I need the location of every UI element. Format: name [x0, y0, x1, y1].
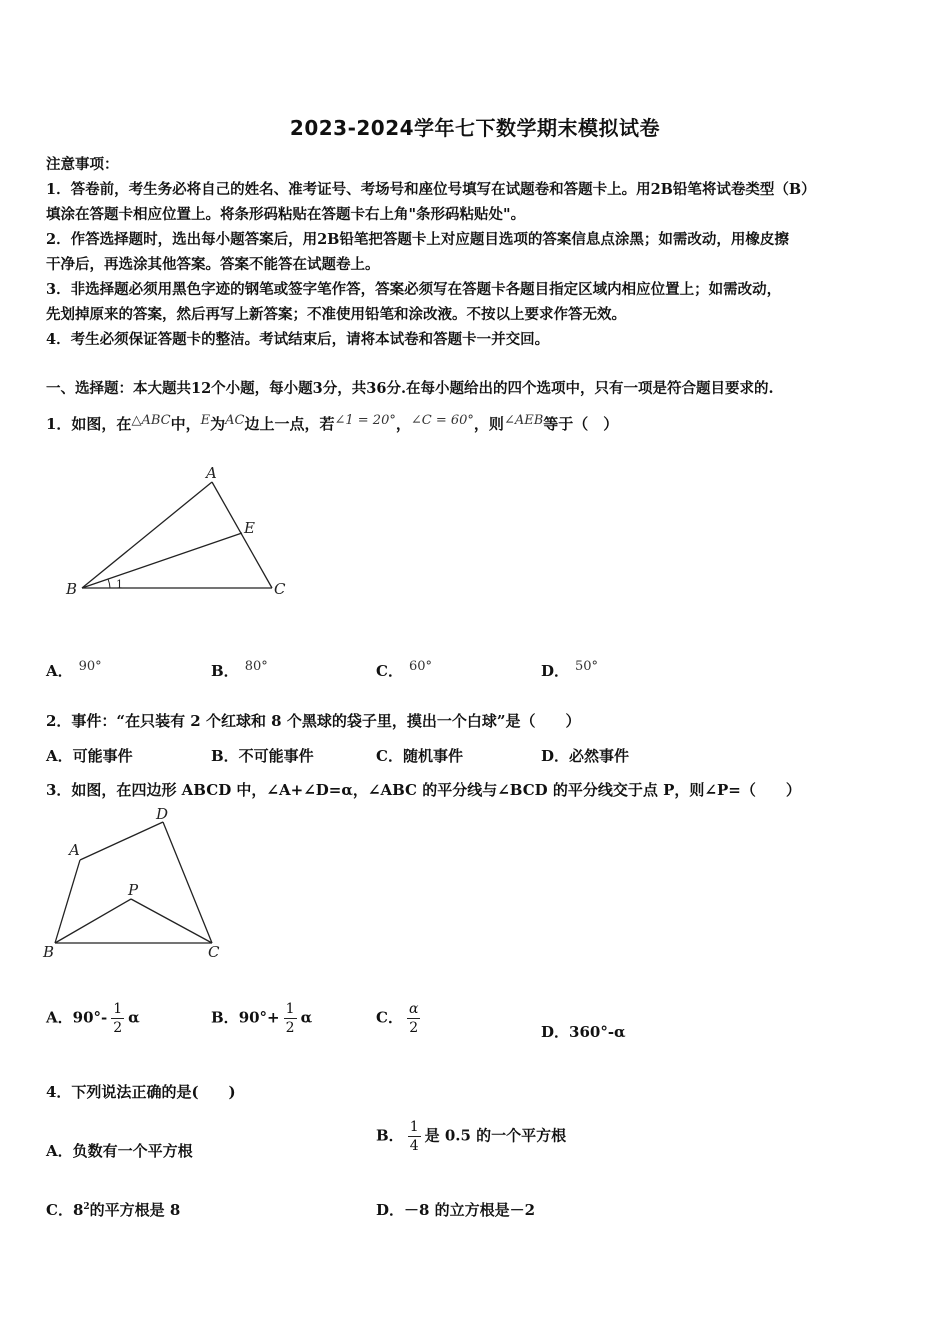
section-heading: 一、选择题：本大题共12个小题，每小题3分，共36分.在每小题给出的四个选项中，只有一项是符合题目要求的.	[46, 380, 774, 397]
q1-text: 1．如图，在	[46, 415, 132, 433]
notice-line: 2．作答选择题时，选出每小题答案后，用2B铅笔把答题卡上对应题目选项的答案信息点涂黑；如需改动，用橡皮擦	[46, 231, 789, 248]
q1-math-angleaeb: ∠AEB	[503, 413, 544, 428]
q3-label-c: C	[208, 943, 220, 961]
q3-quadrilateral-figure	[40, 805, 240, 965]
fraction	[111, 1000, 124, 1037]
q1-option-c	[376, 660, 432, 681]
notice-heading: 注意事项：	[46, 156, 119, 173]
q1-option-b	[211, 660, 268, 681]
q4-option-b	[376, 1118, 566, 1155]
q1-option-letter: A．	[46, 662, 73, 680]
q3-option-letter: C．	[376, 1008, 403, 1027]
notice-line: 1．答卷前，考生务必将自己的姓名、准考证号、考场号和座位号填写在试题卷和答题卡上。用2B铅笔将试卷类型（B）	[46, 181, 816, 198]
notice-line: 填涂在答题卡相应位置上。将条形码粘贴在答题卡右上角"条形码粘贴处"。	[46, 206, 526, 223]
q1-option-letter: C．	[376, 662, 403, 680]
q1-option-value: 80°	[244, 659, 268, 674]
q1-math-triangle: △ABC	[131, 413, 171, 428]
q1-text: 为	[210, 415, 226, 433]
q3-label-a: A	[69, 841, 80, 859]
q4-option-suffix: 的平方根是 8	[89, 1201, 181, 1219]
fraction-numerator: α	[408, 1001, 419, 1017]
q1-text: 中，	[170, 415, 201, 433]
fraction-numerator: 1	[113, 1001, 123, 1017]
q3-option-suffix: α	[300, 1008, 313, 1027]
notice-line: 4．考生必须保证答题卡的整洁。考试结束后，请将本试卷和答题卡一并交回。	[46, 331, 550, 348]
notice-line: 3．非选择题必须用黑色字迹的钢笔或签字笔作答，答案必须写在答题卡各题目指定区域内相应位置上；如需改动，	[46, 281, 782, 298]
question-3-stem: 3．如图，在四边形 ABCD 中，∠A+∠D=α，∠ABC 的平分线与∠BCD 的平分线交于点 P，则∠P=（ ）	[46, 781, 801, 799]
q3-option-c	[376, 1000, 424, 1037]
q1-text: ，	[395, 415, 411, 433]
question-1-stem	[46, 413, 618, 434]
question-2-stem: 2．事件：“在只装有 2 个红球和 8 个黑球的袋子里，摸出一个白球”是（ ）	[46, 712, 581, 730]
superscript: 2	[83, 1202, 90, 1212]
question-4-stem: 4．下列说法正确的是( )	[46, 1083, 236, 1101]
notice-line: 先划掉原来的答案，然后再写上新答案；不准使用铅笔和涂改液。不按以上要求作答无效。	[46, 306, 626, 323]
fraction	[407, 1000, 420, 1037]
q1-option-letter: D．	[541, 662, 570, 680]
q1-option-a	[46, 660, 102, 681]
q1-math-angle1: ∠1 = 20°	[334, 413, 396, 428]
q3-label-b: B	[43, 943, 55, 961]
q3-option-d: D．360°-α	[541, 1023, 626, 1041]
fraction-numerator: 1	[409, 1119, 419, 1135]
q2-option-b: B．不可能事件	[211, 747, 314, 765]
q1-option-d	[541, 660, 598, 681]
q1-text: 边上一点，若	[244, 415, 335, 433]
q1-math-ac: AC	[225, 413, 245, 428]
q3-option-prefix: 90°-	[72, 1008, 108, 1027]
q1-math-anglec: ∠C = 60°	[410, 413, 474, 428]
q1-label-b: B	[66, 580, 78, 598]
fraction	[408, 1118, 421, 1155]
q1-option-value: 60°	[408, 659, 432, 674]
q4-option-a: A．负数有一个平方根	[46, 1142, 193, 1160]
q2-option-a: A．可能事件	[46, 747, 133, 765]
q1-option-letter: B．	[211, 662, 239, 680]
fraction-numerator: 1	[285, 1001, 295, 1017]
q4-option-suffix: 是 0.5 的一个平方根	[424, 1126, 567, 1145]
q3-label-p: P	[128, 881, 139, 899]
q3-option-letter: B．	[211, 1008, 239, 1027]
q1-label-a: A	[206, 464, 217, 482]
q1-triangle-figure	[60, 460, 300, 610]
q1-text: ，则	[473, 415, 504, 433]
fraction-denominator: 2	[409, 1020, 419, 1036]
q3-option-a	[46, 1000, 140, 1037]
q1-label-c: C	[274, 580, 286, 598]
q1-option-value: 50°	[575, 659, 599, 674]
q3-option-suffix: α	[128, 1008, 140, 1027]
q2-option-d: D．必然事件	[541, 747, 630, 765]
q4-option-letter: B．	[376, 1126, 404, 1145]
q2-option-c: C．随机事件	[376, 747, 463, 765]
q4-option-d: D．－8 的立方根是－2	[376, 1201, 536, 1219]
q4-option-c	[46, 1199, 180, 1220]
q1-label-e: E	[244, 519, 255, 537]
q3-option-prefix: 90°+	[238, 1008, 280, 1027]
q3-option-b	[211, 1000, 312, 1037]
q1-text: 等于（ ）	[543, 415, 619, 433]
fraction-denominator: 2	[285, 1020, 295, 1036]
q4-option-prefix: C．8	[46, 1201, 84, 1219]
fraction-denominator: 2	[113, 1020, 123, 1036]
page-title: 2023-2024学年七下数学期末模拟试卷	[289, 116, 661, 140]
q1-option-value: 90°	[78, 659, 102, 674]
q1-math-e: E	[200, 413, 211, 428]
notice-line: 干净后，再选涂其他答案。答案不能答在试题卷上。	[46, 256, 380, 273]
q1-label-1: 1	[116, 578, 123, 591]
fraction-denominator: 4	[409, 1138, 419, 1154]
q3-label-d: D	[156, 805, 169, 823]
fraction	[284, 1000, 297, 1037]
q3-option-letter: A．	[46, 1008, 73, 1027]
